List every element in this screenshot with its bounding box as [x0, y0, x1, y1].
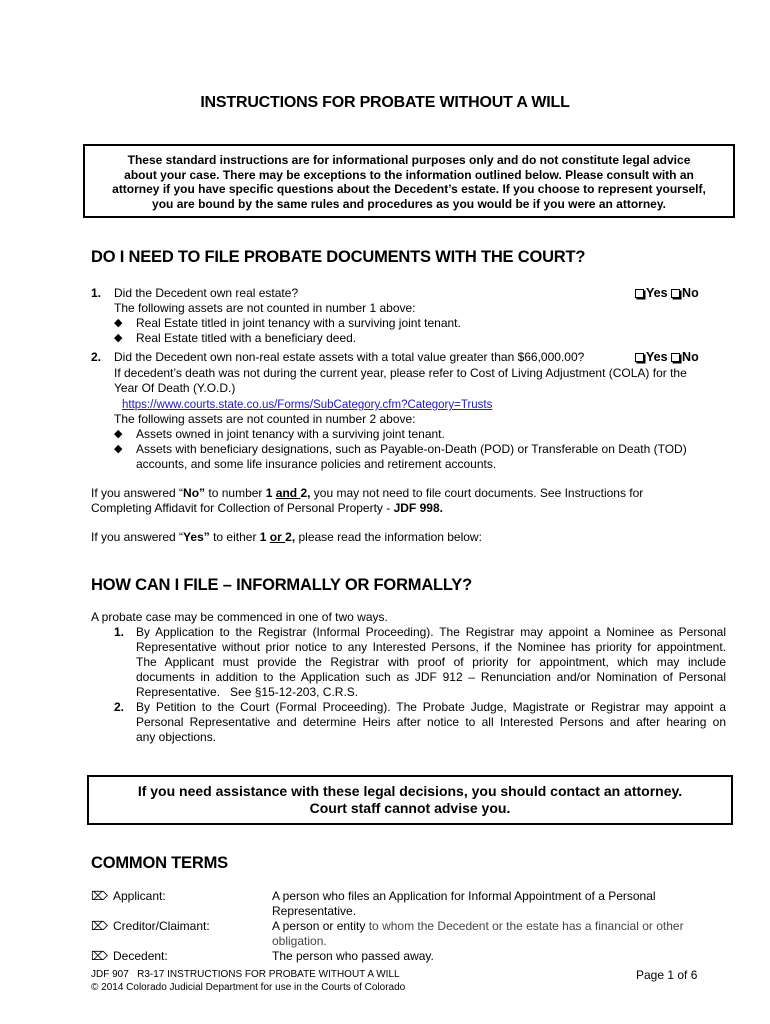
term-definition: A person or entity to whom the Decedent or the estate has a financial or other: [272, 919, 684, 933]
q2-note: The following assets are not counted in number 2 above:: [114, 412, 416, 426]
answer-no-paragraph: If you answered “No” to number 1 and 2, you may not need to file court documents. See Instructions for: [91, 486, 644, 500]
list-item: ◆ Assets owned in joint tenancy with a surviving joint tenant.: [114, 427, 445, 441]
term-decedent: [91, 949, 731, 964]
filing-option-2: 2. By Petition to the Court (Formal Proceeding). The Probate Judge, Magistrate or Registrar may appoint a Personal Representative and determine Heirs after notice to all Interested Persons and after hearing on any objections.: [114, 700, 726, 744]
term-icon: ⌦: [91, 949, 108, 963]
cola-link[interactable]: https://www.courts.state.co.us/Forms/SubCategory.cfm?Category=Trusts: [122, 399, 493, 411]
disclaimer-box: [83, 144, 735, 218]
disclaimer-line: These standard instructions are for informational purposes only and do not constitute legal advice: [127, 153, 691, 167]
page-number: Page 1 of 6: [636, 968, 698, 982]
disclaimer-line: about your case. There may be exceptions to the information outlined below. Please consult with an: [124, 167, 694, 182]
q1-yes-checkbox[interactable]: Yes: [635, 286, 668, 300]
diamond-bullet-icon: ◆: [114, 428, 123, 440]
answer-yes-paragraph: If you answered “Yes” to either 1 or 2, please read the information below:: [91, 530, 482, 544]
disclaimer-line: you are bound by the same rules and procedures as you would be if you were an attorney.: [152, 196, 666, 211]
diamond-bullet-icon: ◆: [114, 332, 123, 344]
answer-no-paragraph-cont: Completing Affidavit for Collection of Personal Property - JDF 998.: [91, 501, 443, 515]
checkbox-icon: [635, 353, 644, 362]
question-number: 1.: [91, 286, 102, 300]
list-item: ◆ Assets with beneficiary designations, such as Payable-on-Death (POD) or Transferable on Death (TOD): [114, 442, 687, 456]
term-icon: ⌦: [91, 889, 108, 903]
term-definition: A person who files an Application for Informal Appointment of a Personal: [272, 889, 656, 903]
term-label: Decedent:: [113, 949, 168, 963]
checkbox-icon: [635, 289, 644, 298]
checkbox-icon: [671, 353, 680, 362]
list-item: ◆ Real Estate titled with a beneficiary deed.: [114, 331, 357, 345]
list-item-cont: accounts, and some life insurance policies and retirement accounts.: [136, 457, 497, 471]
section2-intro: A probate case may be commenced in one of two ways.: [91, 610, 388, 624]
term-creditor: [91, 919, 731, 934]
section-heading-how-to-file: HOW CAN I FILE – INFORMALLY OR FORMALLY?: [91, 576, 472, 594]
q1-no-checkbox[interactable]: No: [671, 286, 699, 300]
list-item: ◆ Real Estate titled in joint tenancy with a surviving joint tenant.: [114, 316, 461, 330]
checkbox-icon: [671, 289, 680, 298]
term-definition-cont: Representative.: [272, 904, 357, 918]
question-number: 2.: [91, 350, 102, 364]
term-applicant: [91, 889, 731, 904]
question-text: Did the Decedent own real estate?: [114, 286, 299, 300]
section-heading-common-terms: COMMON TERMS: [91, 854, 228, 872]
footer-form-id: JDF 907 R3-17 INSTRUCTIONS FOR PROBATE WITHOUT A WILL: [91, 969, 400, 980]
footer-copyright: © 2014 Colorado Judicial Department for use in the Courts of Colorado: [91, 982, 406, 993]
question-text: Did the Decedent own non-real estate assets with a total value greater than $66,000.00?: [114, 350, 585, 364]
q2-answer-options: [635, 350, 699, 365]
cola-note: If decedent’s death was not during the current year, please refer to Cost of Living Adjustment (COLA) for the: [114, 366, 687, 380]
document-title: INSTRUCTIONS FOR PROBATE WITHOUT A WILL: [200, 94, 570, 111]
diamond-bullet-icon: ◆: [114, 443, 123, 455]
cola-note-cont: Year Of Death (Y.O.D.): [114, 381, 236, 395]
q2-no-checkbox[interactable]: No: [671, 350, 699, 364]
term-icon: ⌦: [91, 919, 108, 933]
term-label: Applicant:: [113, 889, 166, 903]
term-definition-cont: obligation.: [272, 934, 327, 948]
q2-yes-checkbox[interactable]: Yes: [635, 350, 668, 364]
term-definition: The person who passed away.: [272, 949, 434, 963]
section-heading-file-probate: DO I NEED TO FILE PROBATE DOCUMENTS WITH THE COURT?: [91, 248, 586, 266]
term-label: Creditor/Claimant:: [113, 919, 210, 933]
disclaimer-line: attorney if you have specific questions about the Decedent’s estate. If you choose to represent yourself,: [112, 182, 706, 197]
q1-note: The following assets are not counted in number 1 above:: [114, 301, 416, 315]
diamond-bullet-icon: ◆: [114, 317, 123, 329]
q1-answer-options: [635, 286, 699, 301]
filing-option-1: 1. By Application to the Registrar (Informal Proceeding). The Registrar may appoint a Nominee as Personal Representative without prior notice to any Interested Persons, if the Nominee has priority for appointment. The Applicant must provide the Registrar with proof of priority for appointment, which may include documents in addition to the Application such as JDF 912 – Renunciation and/or Nomination of Personal Representative. See §15-12-203, C.R.S.: [114, 625, 726, 699]
attorney-advice-box: If you need assistance with these legal decisions, you should contact an attorney. Court staff cannot advise you.: [87, 775, 733, 825]
